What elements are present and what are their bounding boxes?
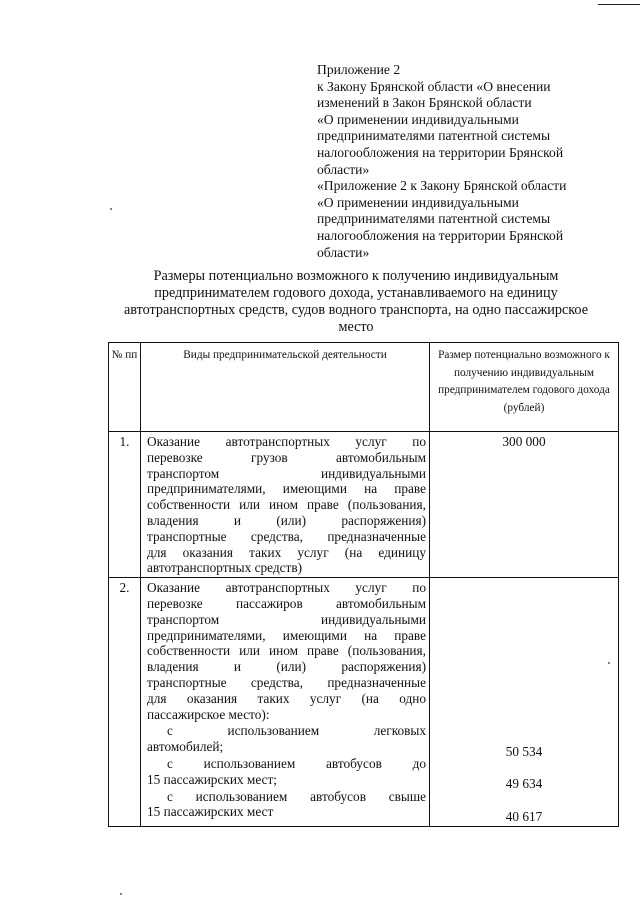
table-row: [109, 578, 619, 827]
header-activity: Виды предпринимательской деятельности: [141, 343, 430, 432]
description-line: транспортные средства, предназначенные: [147, 674, 426, 690]
description-line: 15 пассажирских мест: [147, 804, 274, 820]
description-line: перевозке пассажиров автомобильным: [147, 595, 426, 611]
description-line: транспортные средства, предназначенные: [147, 528, 426, 544]
description-line: транспортом индивидуальными: [147, 465, 426, 481]
document-title: [100, 268, 612, 336]
sub-values: [430, 578, 618, 826]
description-line: предпринимателями, имеющими на праве: [147, 627, 426, 643]
scan-speck: [120, 893, 122, 895]
description-line: 15 пассажирских мест;: [147, 771, 277, 787]
description-line: владения и (или) распоряжения): [147, 512, 426, 528]
description-line: с использованием автобусов свыше: [167, 788, 426, 804]
header-amount: Размер потенциально возможного к получению индивидуальным предпринимателем годового дохода (рублей): [430, 343, 619, 432]
appendix-line: «О применении индивидуальными: [317, 111, 519, 127]
sub-value-passenger-cars: 50 534: [505, 744, 543, 760]
row-description: [141, 432, 430, 578]
description-line: автотранспортных средств): [147, 560, 303, 576]
appendix-line: «Приложение 2 к Закону Брянской области: [317, 178, 567, 194]
description-line: с использованием автобусов до: [167, 755, 426, 771]
description-line: пассажирское место):: [147, 706, 270, 722]
table-row: [109, 432, 619, 578]
scan-speck: [608, 662, 610, 664]
income-table: [108, 342, 619, 827]
scan-speck: [110, 208, 112, 210]
description-line: перевозке грузов автомобильным: [147, 449, 426, 465]
appendix-line: предпринимателями патентной системы: [317, 128, 551, 144]
appendix-line: налогообложения на территории Брянской: [317, 144, 564, 160]
description-line: собственности или ином праве (пользования,: [147, 643, 426, 659]
description-line: автомобилей;: [147, 739, 224, 755]
title-line: предпринимателем годового дохода, устанавливаемого на единицу: [154, 285, 558, 301]
appendix-line: изменений в Закон Брянской области: [317, 95, 532, 111]
row-number: 1.: [109, 432, 141, 578]
row-amount-cell: [430, 578, 619, 827]
appendix-line: «О применении индивидуальными: [317, 194, 519, 210]
sub-value-buses-up-to-15: 49 634: [505, 776, 543, 792]
row-description: [141, 578, 430, 827]
appendix-line: области»: [317, 244, 370, 260]
row-amount: 300 000: [430, 432, 619, 578]
appendix-line: к Закону Брянской области «О внесении: [317, 78, 551, 94]
description-line: с использованием легковых: [167, 723, 426, 739]
description-line: Оказание автотранспортных услуг по: [147, 434, 426, 449]
table-header-row: [109, 343, 619, 432]
sub-item-buses-over-15: [147, 789, 426, 821]
description-line: владения и (или) распоряжения): [147, 659, 426, 675]
title-line: место: [338, 319, 374, 335]
sub-value-buses-over-15: 40 617: [505, 809, 543, 825]
title-line: автотранспортных средств, судов водного транспорта, на одно пассажирское: [123, 302, 588, 318]
description-line: предпринимателями, имеющими на праве: [147, 481, 426, 497]
description-line: для оказания таких услуг (на единицу: [147, 544, 426, 560]
appendix-header: [317, 62, 602, 261]
sub-item-passenger-cars: [147, 723, 426, 755]
sub-item-buses-up-to-15: [147, 756, 426, 788]
description-line: для оказания таких услуг (на одно: [147, 690, 426, 706]
title-line: Размеры потенциально возможного к получению индивидуальным: [153, 268, 559, 284]
top-edge-line: [598, 4, 640, 5]
row-number: 2.: [109, 578, 141, 827]
header-num: № пп: [109, 343, 141, 432]
appendix-line: предпринимателями патентной системы: [317, 211, 551, 227]
description-line: Оказание автотранспортных услуг по: [147, 580, 426, 596]
description-line: транспортом индивидуальными: [147, 611, 426, 627]
appendix-line: области»: [317, 161, 370, 177]
description-line: собственности или ином праве (пользования,: [147, 497, 426, 513]
appendix-line: Приложение 2: [317, 62, 401, 77]
appendix-line: налогообложения на территории Брянской: [317, 227, 564, 243]
